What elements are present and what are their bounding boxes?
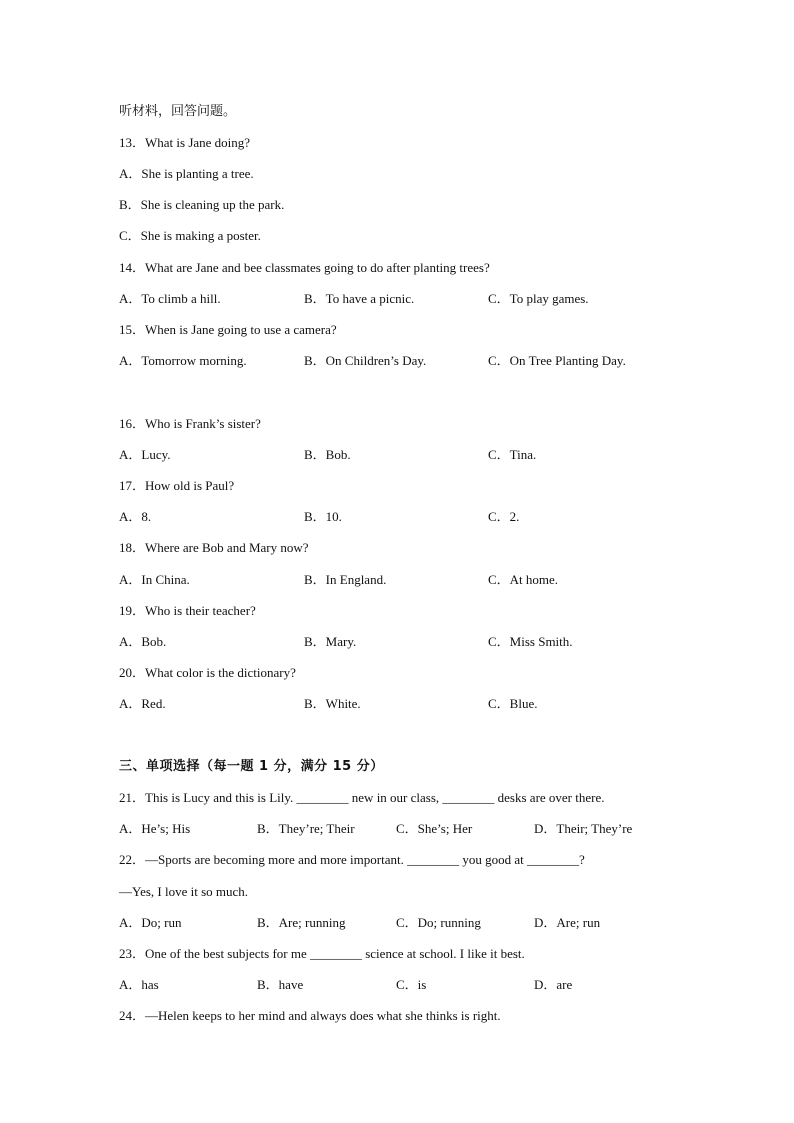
question-21: 21．This is Lucy and this is Lily. ________ new in our class, ________ desks are over there. bbox=[119, 790, 605, 805]
q21-option-b: B．They’re; Their bbox=[257, 821, 355, 836]
q16-option-c: C．Tina. bbox=[488, 447, 537, 462]
q21-option-c: C．She’s; Her bbox=[396, 821, 473, 836]
question-13: 13．What is Jane doing? bbox=[119, 135, 251, 150]
q23-option-d: D．are bbox=[534, 977, 573, 992]
q16-option-a: A．Lucy. bbox=[119, 447, 171, 462]
q15-option-a: A．Tomorrow morning. bbox=[119, 353, 247, 368]
q14-option-a: A．To climb a hill. bbox=[119, 291, 221, 306]
q18-option-b: B．In England. bbox=[304, 572, 387, 587]
q15-option-b: B．On Children’s Day. bbox=[304, 353, 427, 368]
q13-option-a: A．She is planting a tree. bbox=[119, 166, 254, 181]
q22-option-c: C．Do; running bbox=[396, 915, 481, 930]
q15-option-c: C．On Tree Planting Day. bbox=[488, 353, 626, 368]
q17-option-b: B．10. bbox=[304, 509, 342, 524]
question-14: 14．What are Jane and bee classmates going to do after planting trees? bbox=[119, 260, 490, 275]
q16-option-b: B．Bob. bbox=[304, 447, 351, 462]
question-17: 17．How old is Paul? bbox=[119, 478, 235, 493]
listening-instruction: 听材料，回答问题。 bbox=[119, 104, 237, 119]
section-3-heading: 三、单项选择（每一题 1 分，满分 15 分） bbox=[119, 759, 384, 774]
question-18: 18．Where are Bob and Mary now? bbox=[119, 540, 309, 555]
q22-option-a: A．Do; run bbox=[119, 915, 182, 930]
q18-option-a: A．In China. bbox=[119, 572, 190, 587]
q17-option-c: C．2. bbox=[488, 509, 520, 524]
q23-option-c: C．is bbox=[396, 977, 427, 992]
question-19: 19．Who is their teacher? bbox=[119, 603, 256, 618]
question-23: 23．One of the best subjects for me ________ science at school. I like it best. bbox=[119, 946, 525, 961]
q14-option-b: B．To have a picnic. bbox=[304, 291, 415, 306]
q19-option-b: B．Mary. bbox=[304, 634, 357, 649]
q20-option-a: A．Red. bbox=[119, 696, 166, 711]
q22-option-b: B．Are; running bbox=[257, 915, 346, 930]
q19-option-c: C．Miss Smith. bbox=[488, 634, 573, 649]
question-20: 20．What color is the dictionary? bbox=[119, 665, 296, 680]
q13-option-b: B．She is cleaning up the park. bbox=[119, 197, 285, 212]
question-24: 24．—Helen keeps to her mind and always does what she thinks is right. bbox=[119, 1008, 501, 1023]
q13-option-c: C．She is making a poster. bbox=[119, 228, 261, 243]
q20-option-c: C．Blue. bbox=[488, 696, 538, 711]
q19-option-a: A．Bob. bbox=[119, 634, 167, 649]
q18-option-c: C．At home. bbox=[488, 572, 559, 587]
q14-option-c: C．To play games. bbox=[488, 291, 589, 306]
question-16: 16．Who is Frank’s sister? bbox=[119, 416, 261, 431]
question-22-reply: —Yes, I love it so much. bbox=[119, 884, 249, 899]
question-22: 22．—Sports are becoming more and more important. ________ you good at ________? bbox=[119, 852, 585, 867]
q21-option-a: A．He’s; His bbox=[119, 821, 191, 836]
q17-option-a: A．8. bbox=[119, 509, 152, 524]
q22-option-d: D．Are; run bbox=[534, 915, 601, 930]
q21-option-d: D．Their; They’re bbox=[534, 821, 633, 836]
q23-option-b: B．have bbox=[257, 977, 304, 992]
q23-option-a: A．has bbox=[119, 977, 159, 992]
question-15: 15．When is Jane going to use a camera? bbox=[119, 322, 337, 337]
q20-option-b: B．White. bbox=[304, 696, 361, 711]
